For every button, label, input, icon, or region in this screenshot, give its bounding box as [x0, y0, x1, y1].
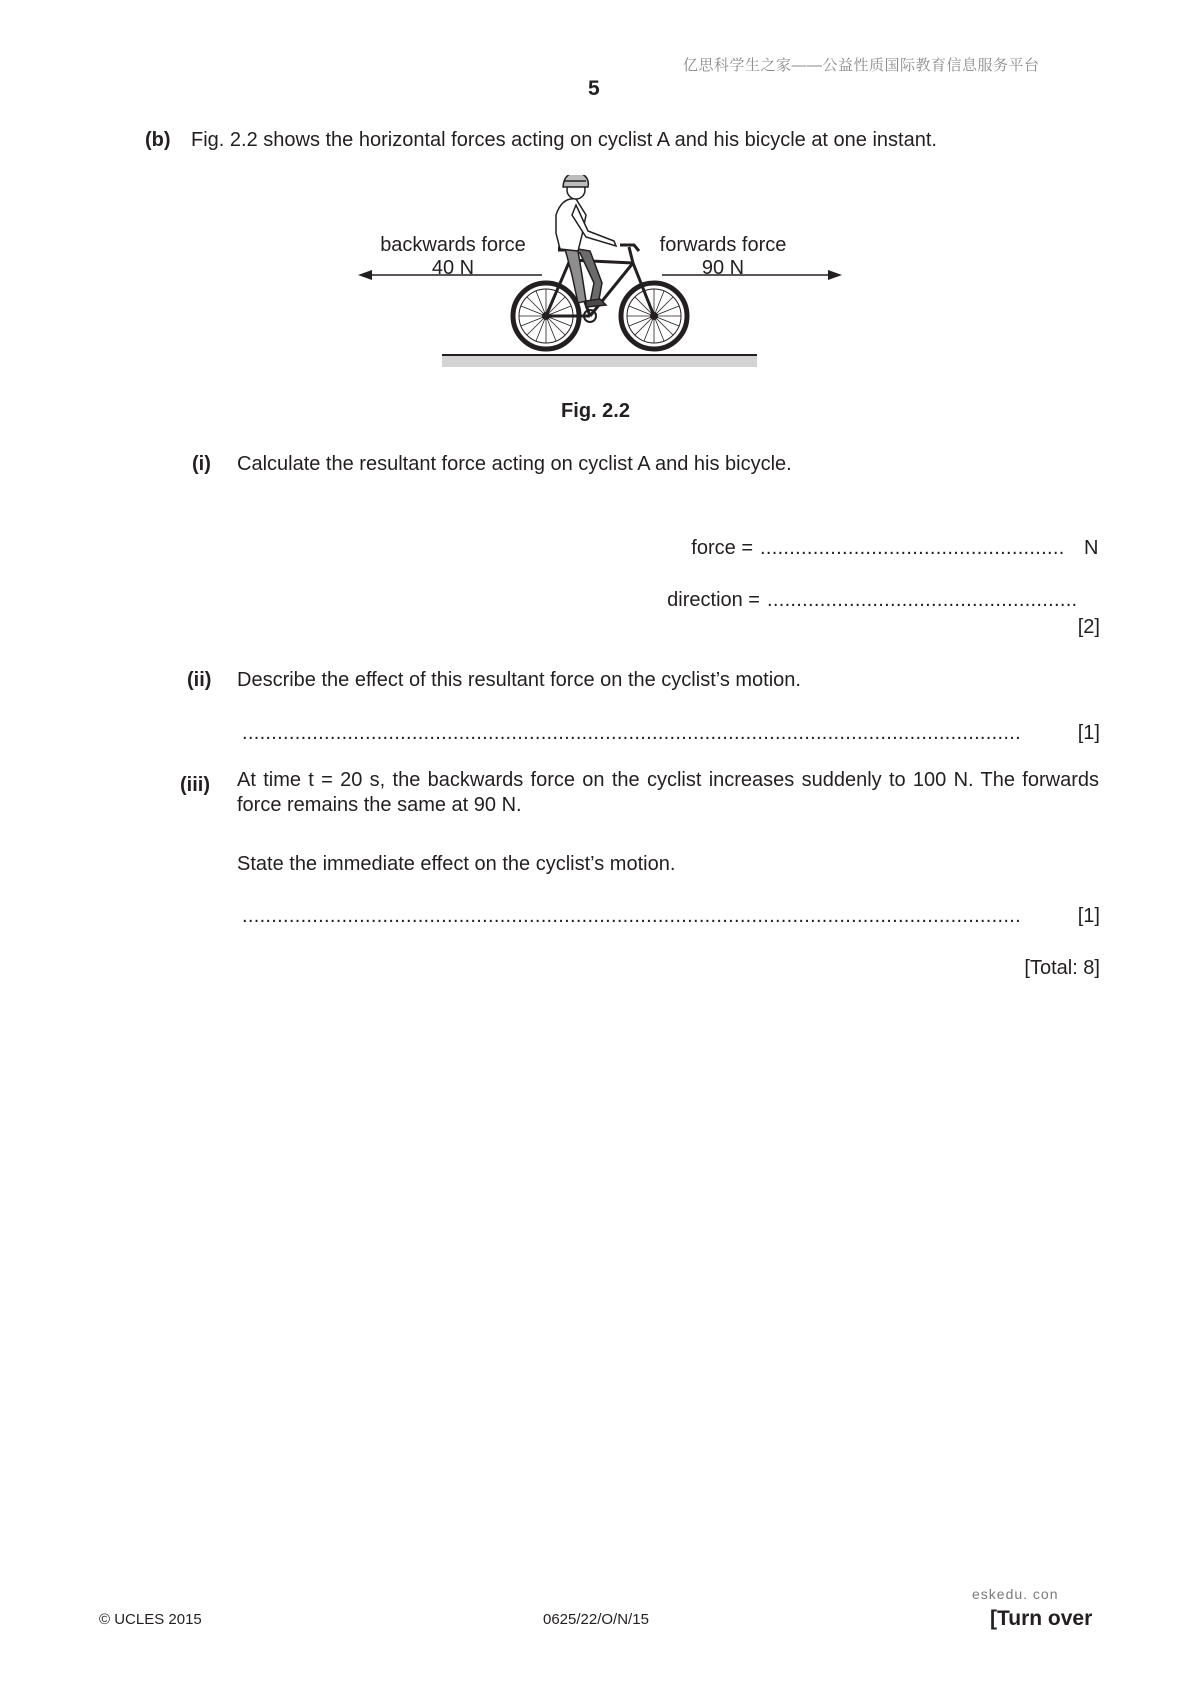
- q-i-text: Calculate the resultant force acting on cyclist A and his bicycle.: [237, 453, 792, 475]
- q-iii-text: At time t = 20 s, the backwards force on the cyclist increases suddenly to 100 N. The forwards force remains the same at 90 N.: [237, 769, 1099, 816]
- q-i-marks: [2]: [1077, 616, 1100, 638]
- q-ii-answer-line[interactable]: .....................................................................................................................................: [242, 722, 1021, 744]
- watermark-text: 亿思科学生之家——公益性质国际教育信息服务平台: [683, 57, 1040, 74]
- forwards-force-value: 90 N: [701, 257, 745, 279]
- q-i-label: (i): [192, 453, 211, 475]
- q-ii-marks: [1]: [1077, 722, 1100, 744]
- direction-answer-line[interactable]: .....................................................: [767, 589, 1078, 611]
- site-mark: eskedu. con: [972, 1586, 1059, 1602]
- ground: [442, 355, 757, 367]
- q-iii-answer-line[interactable]: .....................................................................................................................................: [242, 905, 1021, 927]
- forwards-force-label: forwards force: [659, 234, 787, 256]
- force-prompt: force =: [691, 537, 753, 559]
- force-answer-line[interactable]: ....................................................: [760, 537, 1065, 559]
- q-ii-text: Describe the effect of this resultant force on the cyclist’s motion.: [237, 669, 801, 691]
- force-unit: N: [1084, 537, 1099, 559]
- q-iii-instruction: State the immediate effect on the cyclist’s motion.: [237, 853, 676, 875]
- q-iii-label: (iii): [180, 774, 210, 796]
- q-iii-marks: [1]: [1077, 905, 1100, 927]
- figure-caption: Fig. 2.2: [561, 400, 630, 422]
- paper-code: 0625/22/O/N/15: [543, 1611, 649, 1628]
- part-b-label: (b): [145, 129, 171, 151]
- total-marks: [Total: 8]: [1024, 957, 1100, 979]
- figure-2-2: [350, 175, 850, 380]
- copyright: © UCLES 2015: [99, 1611, 202, 1628]
- direction-prompt: direction =: [667, 589, 760, 611]
- page-number: 5: [588, 77, 600, 100]
- part-b-text: Fig. 2.2 shows the horizontal forces acting on cyclist A and his bicycle at one instant.: [191, 129, 937, 151]
- turn-over: [Turn over: [990, 1607, 1093, 1630]
- backwards-force-label: backwards force: [380, 234, 526, 256]
- q-ii-label: (ii): [187, 669, 212, 691]
- backwards-force-value: 40 N: [431, 257, 475, 279]
